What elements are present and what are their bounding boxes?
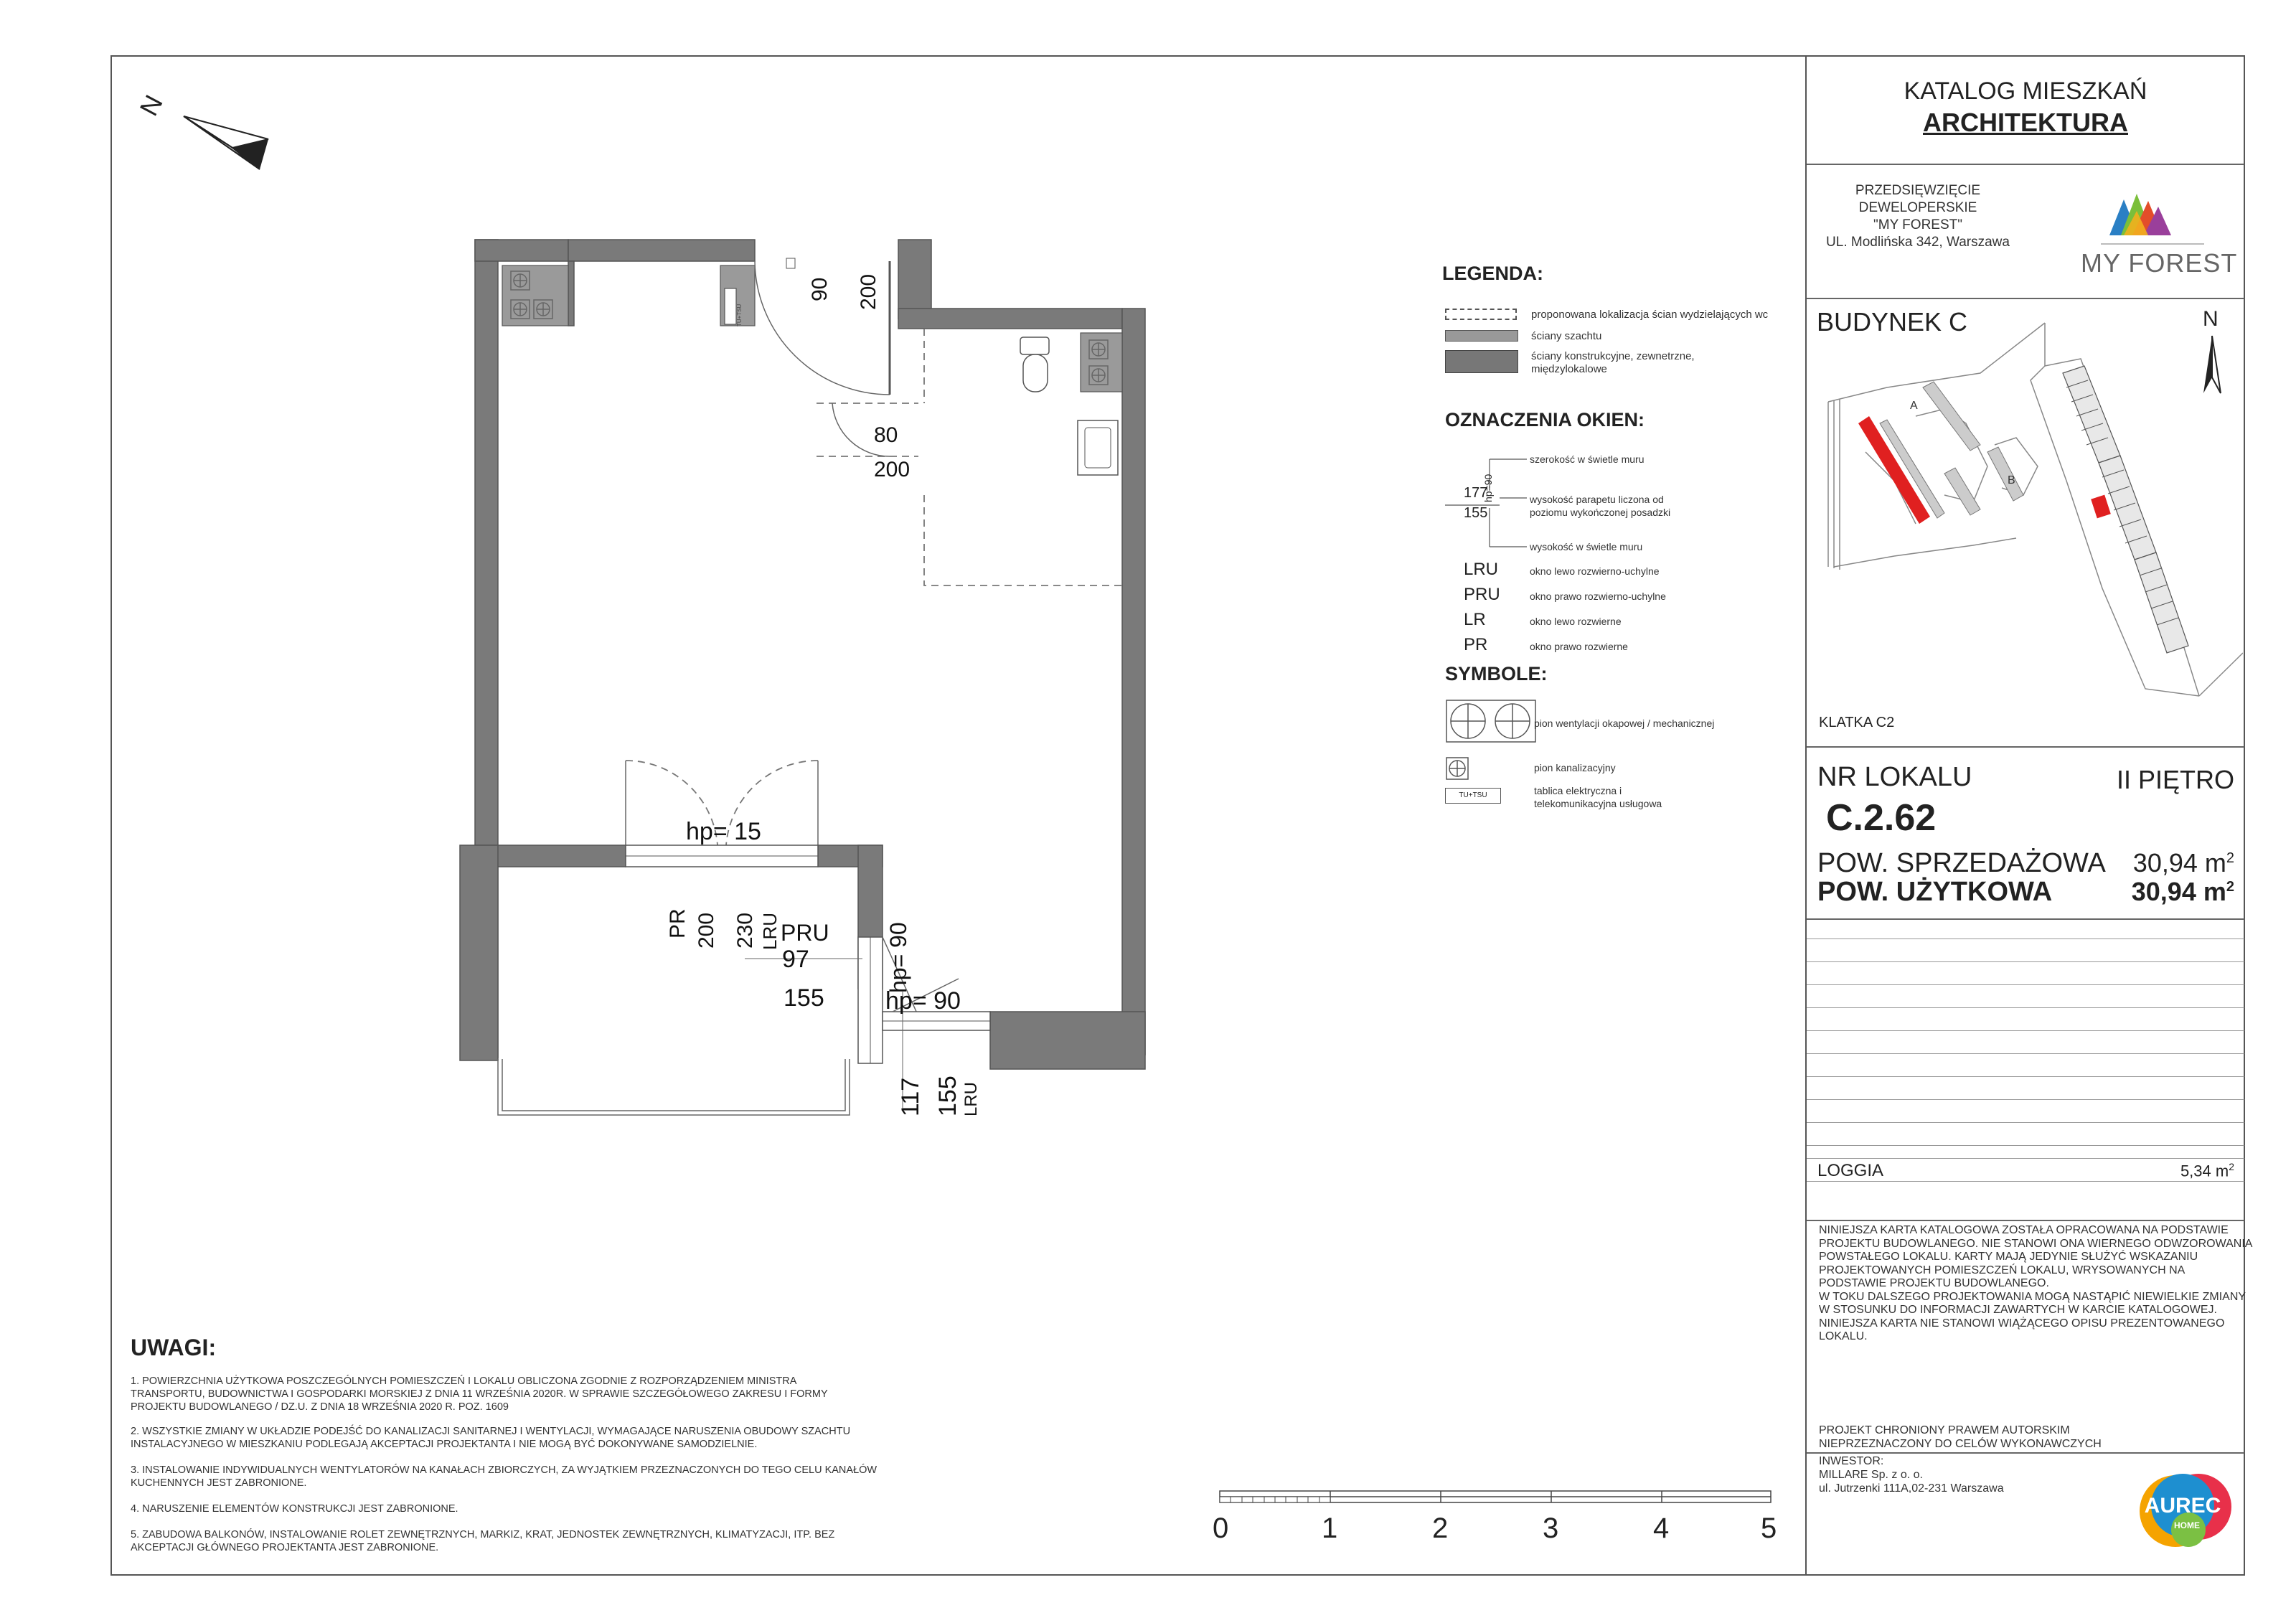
- disclaimer-line: W TOKU DALSZEGO PROJEKTOWANIA MOGĄ NASTĄPIĆ NIEWIELKIE ZMIANY: [1819, 1290, 2246, 1303]
- electric-panel-icon: [1445, 788, 1501, 804]
- symbols-title: SYMBOLE:: [1445, 663, 1548, 685]
- window-type-code: PR: [1464, 635, 1488, 654]
- usable-area-unit-sup: 2: [2226, 879, 2234, 895]
- window-type-desc: okno lewo rozwierne: [1530, 616, 1622, 627]
- disclaimer-line: POWSTAŁEGO LOKALU. KARTY MAJĄ JEDYNIE SŁUŻYĆ WSKAZANIU: [1819, 1251, 2198, 1263]
- scale-label: 3: [1543, 1513, 1559, 1544]
- sales-area-unit-sup: 2: [2226, 850, 2234, 866]
- windows-title: OZNACZENIA OKIEN:: [1445, 409, 1645, 431]
- legend-swatch-structural: [1445, 350, 1518, 373]
- window-type-desc: okno prawo rozwierno-uchylne: [1530, 591, 1666, 602]
- unit-number: C.2.62: [1826, 797, 1937, 839]
- window-type-desc: okno lewo rozwierno-uchylne: [1530, 565, 1660, 577]
- compass-arrow-icon: [179, 106, 273, 178]
- disclaimer-line: LOKALU.: [1819, 1330, 1868, 1342]
- window-desc-sill: wysokość parapetu liczona od: [1530, 494, 1664, 505]
- legend-swatch-dashed: [1445, 309, 1517, 320]
- table-line: [1807, 1099, 2244, 1100]
- window-example-bottom: 155: [1464, 505, 1488, 521]
- balcony-window-lru: LRU: [759, 912, 781, 950]
- disclaimer-line: PROJEKTU BUDOWLANEGO. NIE STANOWI ONA WIERNEGO ODWZOROWANIA: [1819, 1237, 2253, 1250]
- window-example-hp: hp=90: [1482, 474, 1494, 502]
- ventilation-riser-icon: [1445, 699, 1538, 743]
- table-line: [1807, 1122, 2244, 1123]
- usable-area-label: POW. UŻYTKOWA: [1817, 877, 2053, 907]
- note-item: 5. ZABUDOWA BALKONÓW, INSTALOWANIE ROLET ZEWNĘTRZNYCH, MARKIZ, KRAT, JEDNOSTEK ZEWNĘTRZNYCH, KLIMATYZACJI, ITP. BEZ AKCEPTACJI GŁÓWNEGO PROJEKTANTA JEST ZABRONIONE.: [131, 1529, 835, 1553]
- window-example-top: 177: [1464, 485, 1488, 501]
- loggia-unit-sup: 2: [2229, 1161, 2234, 1172]
- loggia-value: [2124, 1161, 2234, 1180]
- window-desc-height: wysokość w świetle muru: [1530, 541, 1643, 552]
- entry-door-width: 90: [808, 277, 832, 301]
- window-type-code: LRU: [1464, 560, 1499, 579]
- window-type-desc: okno prawo rozwierne: [1530, 641, 1628, 652]
- table-line: [1807, 1076, 2244, 1077]
- usable-area-value: [2088, 877, 2234, 907]
- side-window-pru: PRU: [781, 920, 829, 946]
- balcony-door-hp: hp= 15: [686, 818, 761, 845]
- table-line: [1807, 961, 2244, 962]
- project-line4: UL. Modlińska 342, Warszawa: [1826, 235, 2010, 250]
- side-window-155: 155: [784, 984, 824, 1012]
- bottom-window-155: 155: [934, 1076, 961, 1116]
- bottom-window-lru: LRU: [961, 1081, 981, 1116]
- disclaimer-line: NINIEJSZA KARTA NIE STANOWI WIĄŻĄCEGO OPISU PREZENTOWANEGO: [1819, 1317, 2225, 1330]
- window-type-code: LR: [1464, 610, 1486, 629]
- note-item: 3. INSTALOWANIE INDYWIDUALNYCH WENTYLATORÓW NA KANAŁACH ZBIORCZYCH, ZA WYJĄTKIEM PRZEZNACZONYCH DO TEGO CELU KANAŁÓW KUCHENNYCH JEST ZABRONIONE.: [131, 1464, 878, 1489]
- divider: [1807, 164, 2244, 165]
- table-line: [1807, 1145, 2244, 1146]
- legend-item-shaft: ściany szachtu: [1531, 330, 1602, 342]
- aurec-home-logo: [2132, 1465, 2239, 1551]
- scale-label: 2: [1432, 1513, 1449, 1544]
- window-desc-width: szerokość w świetle muru: [1530, 453, 1645, 465]
- investor-name: MILLARE Sp. z o. o.: [1819, 1469, 1923, 1481]
- copyright-line: PROJEKT CHRONIONY PRAWEM AUTORSKIM: [1819, 1424, 2070, 1436]
- table-line: [1807, 1181, 2244, 1182]
- balcony-door-200: 200: [695, 912, 718, 949]
- sewage-riser-icon: [1445, 756, 1469, 781]
- copyright-block: [1819, 1424, 2102, 1451]
- site-plan-map: [1808, 309, 2243, 710]
- project-line2: DEWELOPERSKIE: [1858, 200, 1977, 215]
- disclaimer-line: PODSTAWIE PROJEKTU BUDOWLANEGO.: [1819, 1277, 2049, 1289]
- table-line: [1807, 918, 2244, 920]
- side-window-97: 97: [782, 946, 809, 973]
- legend-item-structural: ściany konstrukcyjne, zewnetrzne,: [1531, 350, 1695, 362]
- entry-door-height: 200: [857, 273, 880, 310]
- site-north-label: N: [2203, 307, 2219, 331]
- project-line1: PRZEDSIĘWZIĘCIE: [1855, 183, 1981, 198]
- scale-bar: [1213, 1484, 1772, 1513]
- bottom-window-117: 117: [897, 1077, 924, 1116]
- site-label-a: A: [1910, 400, 1918, 412]
- sidebar-divider: [1805, 55, 1807, 1576]
- sales-area-number: 30,94 m: [2132, 848, 2226, 878]
- electric-panel-code: TU+TSU: [1459, 791, 1487, 799]
- divider: [1807, 746, 2244, 748]
- aurec-logo-sub: HOME: [2174, 1520, 2200, 1530]
- scale-label: 0: [1213, 1513, 1229, 1544]
- window-legend-diagram: [1442, 452, 1535, 552]
- disclaimer-line: W STOSUNKU DO INFORMACJI ZAWARTYCH W KARCIE KATALOGOWEJ.: [1819, 1304, 2217, 1316]
- scale-label: 1: [1322, 1513, 1338, 1544]
- usable-area-number: 30,94 m: [2131, 877, 2226, 906]
- legend-item-structural-2: międzylokalowe: [1531, 363, 1607, 375]
- divider: [1807, 298, 2244, 299]
- unit-number-label: NR LOKALU: [1817, 762, 1972, 792]
- klatka-label: KLATKA C2: [1819, 715, 1895, 730]
- compass-label: N: [133, 90, 169, 121]
- scale-label: 5: [1761, 1513, 1777, 1544]
- divider: [1807, 1452, 2244, 1454]
- bottom-window-hp: hp= 90: [885, 987, 961, 1015]
- symbol-desc-ventilation: pion wentylacji okapowej / mechanicznej: [1534, 718, 1715, 729]
- note-item: 2. WSZYSTKIE ZMIANY W UKŁADZIE PODEJŚĆ DO KANALIZACJI SANITARNEJ I WENTYLACJI, WYMAGAJĄCE NARUSZENIA OBUDOWY SZACHTU INSTALACYJNEGO W MIESZKANIU PODLEGAJĄ AKCEPTACJI PROJEKTANTA I NIE MOGĄ BYĆ DOKONYWANE SAMODZIELNIE.: [131, 1426, 851, 1450]
- loggia-number: 5,34 m: [2180, 1162, 2229, 1180]
- aurec-logo-text: AUREC: [2144, 1494, 2221, 1518]
- balcony-door-type: PR: [666, 908, 690, 938]
- note-item: 1. POWIERZCHNIA UŻYTKOWA POSZCZEGÓLNYCH POMIESZCZEŃ I LOKALU OBLICZONA ZGODNIE Z ROZPORZĄDZENIEM MINISTRA TRANSPORTU, BUDOWNICTWA I GOSPODARKI MORSKIEJ Z DNIA 11 WRZEŚNIA 2020R. W SPRAWIE SZCZEGÓŁOWEGO ZAKRESU I FORMY PROJEKTU BUDOWLANEGO / DZ.U. Z DNIA 18 WRZEŚNIA 2020 R. POZ. 1609: [131, 1375, 828, 1413]
- plan-electric-panel-label: TU+TSU: [736, 304, 743, 326]
- table-line: [1807, 1053, 2244, 1054]
- note-item: 4. NARUSZENIE ELEMENTÓW KONSTRUKCJI JEST ZABRONIONE.: [131, 1503, 458, 1515]
- legend-title: LEGENDA:: [1442, 263, 1543, 284]
- loggia-label: LOGGIA: [1817, 1161, 1884, 1180]
- table-line: [1807, 984, 2244, 985]
- disclaimer-block: [1819, 1224, 2252, 1344]
- table-line: [1807, 1030, 2244, 1031]
- building-label: BUDYNEK C: [1817, 307, 1968, 337]
- balcony-door-230: 230: [733, 912, 757, 949]
- legend-item-wc: proponowana lokalizacja ścian wydzielających wc: [1531, 309, 1769, 321]
- notes-title: UWAGI:: [131, 1335, 217, 1360]
- symbol-desc-electric: tablica elektryczna i: [1534, 785, 1622, 796]
- catalog-title: KATALOG MIESZKAŃ: [1904, 77, 2147, 105]
- investor-block: [1819, 1454, 2004, 1495]
- sales-area-value: [2088, 848, 2234, 878]
- catalog-subtitle: ARCHITEKTURA: [1923, 108, 2128, 137]
- symbol-desc-sewage: pion kanalizacyjny: [1534, 762, 1616, 773]
- site-label-b: B: [2008, 474, 2015, 486]
- scale-label: 4: [1653, 1513, 1670, 1544]
- window-desc-sill-2: poziomu wykończonej posadzki: [1530, 507, 1671, 518]
- table-line: [1807, 1007, 2244, 1008]
- project-line3: "MY FOREST": [1873, 217, 1962, 232]
- window-type-code: PRU: [1464, 585, 1500, 604]
- disclaimer-line: NINIEJSZA KARTA KATALOGOWA ZOSTAŁA OPRACOWANA NA PODSTAWIE: [1819, 1224, 2229, 1236]
- disclaimer-line: PROJEKTOWANYCH POMIESZCZEŃ LOKALU, WRYSOWANYCH NA: [1819, 1264, 2186, 1276]
- investor-address: ul. Jutrzenki 111A,02-231 Warszawa: [1819, 1482, 2004, 1495]
- table-line: [1807, 1158, 2244, 1159]
- my-forest-logo-text: MY FOREST: [2081, 248, 2238, 278]
- investor-label: INWESTOR:: [1819, 1455, 1884, 1467]
- copyright-line: NIEPRZEZNACZONY DO CELÓW WYKONAWCZYCH: [1819, 1438, 2102, 1450]
- unit-floor: II PIĘTRO: [2116, 765, 2234, 794]
- side-window-hp: hp= 90: [885, 922, 911, 993]
- wc-door-height: 200: [874, 458, 911, 481]
- wc-door-width: 80: [874, 423, 898, 447]
- legend-swatch-shaft: [1445, 330, 1518, 342]
- symbol-desc-electric-2: telekomunikacyjna usługowa: [1534, 798, 1662, 809]
- divider: [1807, 1220, 2244, 1221]
- sales-area-label: POW. SPRZEDAŻOWA: [1817, 848, 2106, 878]
- table-line: [1807, 938, 2244, 939]
